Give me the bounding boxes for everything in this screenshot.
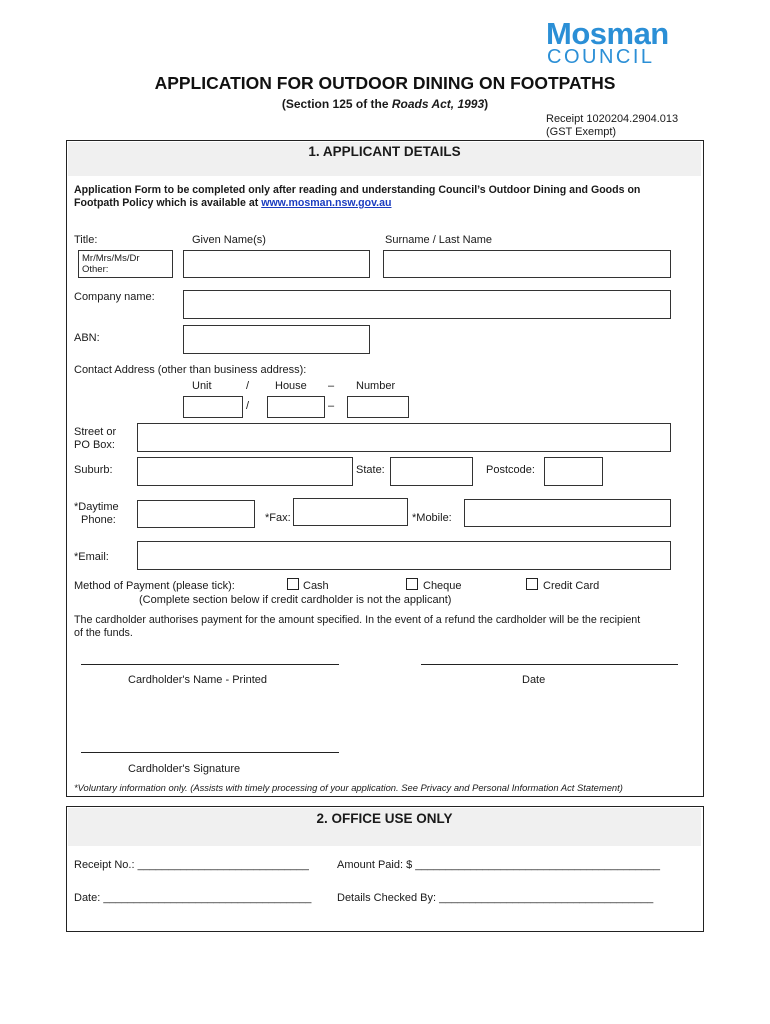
cheque-label: Cheque	[423, 580, 462, 592]
given-name-field[interactable]	[183, 250, 370, 278]
house-label: House	[275, 380, 307, 392]
surname-label: Surname / Last Name	[385, 234, 492, 246]
voluntary-note: *Voluntary information only. (Assists with timely processing of your application. See Privacy and Personal Information Act Statement)	[74, 782, 623, 793]
mobile-label: *Mobile:	[412, 512, 452, 524]
office-use-title: 2. OFFICE USE ONLY	[316, 811, 453, 826]
daytime-phone-label: *Daytime Phone:	[74, 501, 119, 526]
number-label: Number	[356, 380, 396, 392]
amount-paid-field: Amount Paid: $ ________________________________________	[337, 859, 660, 871]
given-name-label: Given Name(s)	[192, 234, 266, 246]
abn-field[interactable]	[183, 325, 370, 354]
street-label: Street or PO Box:	[74, 426, 117, 451]
slash-label: /	[246, 380, 250, 392]
cash-label: Cash	[303, 580, 329, 592]
receipt-no-field: Receipt No.: ____________________________	[74, 859, 309, 871]
mobile-field[interactable]	[464, 499, 671, 527]
dash-label: –	[328, 380, 335, 392]
date-label: Date	[522, 674, 546, 686]
policy-link[interactable]: www.mosman.nsw.gov.au	[261, 197, 392, 209]
logo-council: COUNCIL	[547, 46, 655, 68]
title-options: Mr/Mrs/Ms/Dr Other:	[82, 253, 140, 275]
unit-label: Unit	[192, 380, 212, 392]
suburb-field[interactable]	[137, 457, 353, 486]
intro-text-2: Footpath Policy which is available at www.mosman.nsw.gov.au	[74, 197, 392, 209]
house-field[interactable]	[267, 396, 325, 418]
state-field[interactable]	[390, 457, 473, 486]
daytime-phone-field[interactable]	[137, 500, 255, 528]
applicant-details-title: 1. APPLICANT DETAILS	[308, 144, 461, 159]
cash-checkbox[interactable]	[287, 578, 299, 590]
unit-house-separator: /	[246, 400, 250, 412]
cardholder-name-label: Cardholder's Name - Printed	[128, 674, 268, 686]
title-label: Title:	[74, 234, 98, 246]
fax-label: *Fax:	[265, 512, 291, 524]
postcode-label: Postcode:	[486, 464, 535, 476]
email-field[interactable]	[137, 541, 671, 570]
intro-text: Application Form to be completed only after reading and understanding Council’s Outdoor Dining and Goods on	[74, 184, 641, 196]
credit-card-checkbox[interactable]	[526, 578, 538, 590]
postcode-field[interactable]	[544, 457, 603, 486]
cheque-checkbox[interactable]	[406, 578, 418, 590]
suburb-label: Suburb:	[74, 464, 113, 476]
receipt-code: Receipt 1020204.2904.013 (GST Exempt)	[546, 113, 679, 138]
details-checked-field: Details Checked By: ___________________________________	[337, 892, 654, 904]
surname-field[interactable]	[383, 250, 671, 278]
cardholder-name-line[interactable]	[81, 664, 339, 665]
abn-label: ABN:	[74, 332, 100, 344]
credit-card-label: Credit Card	[543, 580, 600, 592]
payment-method-label: Method of Payment (please tick):	[74, 580, 235, 592]
logo-mosman: Mosman	[546, 16, 669, 51]
form-subtitle: (Section 125 of the Roads Act, 1993)	[281, 97, 489, 111]
form-title: APPLICATION FOR OUTDOOR DINING ON FOOTPATHS	[154, 73, 616, 93]
company-label: Company name:	[74, 291, 155, 303]
fax-field[interactable]	[293, 498, 408, 526]
unit-field[interactable]	[183, 396, 243, 418]
house-number-separator: –	[328, 400, 335, 412]
number-field[interactable]	[347, 396, 409, 418]
company-name-field[interactable]	[183, 290, 671, 319]
street-field[interactable]	[137, 423, 671, 452]
office-date-field: Date: __________________________________	[74, 892, 312, 904]
signature-label: Cardholder's Signature	[128, 763, 241, 775]
authorise-text-2: of the funds.	[74, 627, 133, 639]
email-label: *Email:	[74, 551, 109, 563]
signature-line[interactable]	[81, 752, 339, 753]
authorise-text-1: The cardholder authorises payment for the amount specified. In the event of a refund the cardholder will be the recipient	[74, 614, 641, 626]
state-label: State:	[356, 464, 385, 476]
payment-note: (Complete section below if credit cardholder is not the applicant)	[139, 594, 452, 606]
contact-address-label: Contact Address (other than business address):	[74, 364, 307, 376]
date-line[interactable]	[421, 664, 678, 665]
title-select-box[interactable]	[78, 250, 173, 278]
